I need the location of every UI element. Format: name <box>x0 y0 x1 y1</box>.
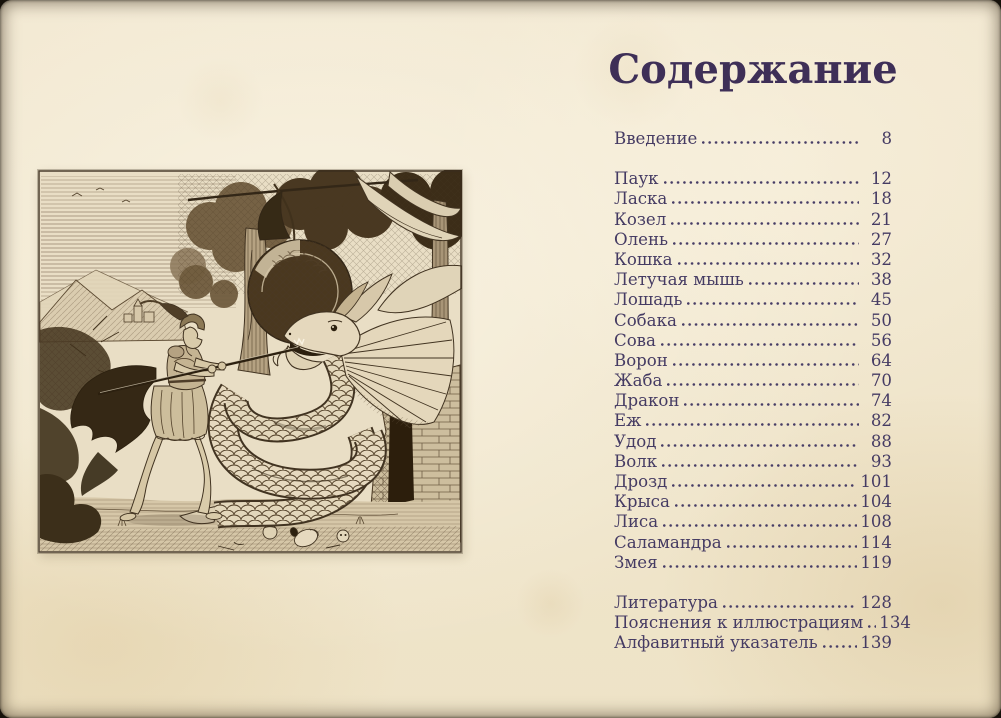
toc-entry-label: Саламандра <box>614 532 722 552</box>
toc-entry <box>614 250 892 270</box>
toc-entry-label: Литература <box>614 592 718 612</box>
toc-entry-page: 8 <box>881 129 892 148</box>
toc-entry-page: 104 <box>860 492 892 512</box>
toc-entry-label: Кошка <box>614 249 673 269</box>
toc-entry-page: 101 <box>860 472 892 491</box>
dot-leader <box>868 625 876 628</box>
dot-leader <box>682 323 859 326</box>
dot-leader <box>661 444 859 447</box>
toc-entry-page: 12 <box>870 169 892 189</box>
dot-leader <box>663 565 858 568</box>
toc-entry-page: 139 <box>860 633 892 653</box>
toc-section <box>614 169 892 573</box>
dot-leader <box>675 504 857 507</box>
toc-entry-page: 93 <box>870 451 892 471</box>
toc-entry-page: 119 <box>860 552 892 572</box>
sepia-wash <box>38 170 462 553</box>
toc-entry <box>614 633 892 653</box>
toc-entry <box>614 391 892 411</box>
dot-leader <box>673 242 859 245</box>
toc-entry-page: 18 <box>870 189 892 209</box>
dot-leader <box>672 484 857 487</box>
toc-entry-label: Удод <box>614 431 657 451</box>
toc-entry-label: Змея <box>614 552 658 572</box>
toc-entry-page: 114 <box>860 532 892 552</box>
toc-entry-page: 50 <box>870 310 892 330</box>
dot-leader <box>684 403 859 406</box>
toc-entry-label: Еж <box>614 411 642 431</box>
toc-entry <box>614 411 892 431</box>
dot-leader <box>702 141 859 144</box>
toc-entry-label: Волк <box>614 451 658 471</box>
toc-entry-label: Летучая мышь <box>614 270 744 290</box>
table-of-contents <box>614 129 911 654</box>
toc-entry-label: Крыса <box>614 492 670 512</box>
toc-entry-label: Олень <box>614 229 669 249</box>
toc-entry-label: Пояснения к иллюстрациям <box>614 613 864 633</box>
toc-entry-label: Лошадь <box>614 290 683 310</box>
dragon-engraving-illustration <box>38 170 462 553</box>
toc-entry-page: 88 <box>870 431 892 451</box>
toc-entry-label: Дрозд <box>614 472 668 491</box>
dot-leader <box>723 605 857 608</box>
toc-entry <box>614 432 892 452</box>
toc-entry-page: 70 <box>870 371 892 391</box>
toc-entry <box>614 189 892 209</box>
toc-entry <box>614 351 892 371</box>
toc-entry-page: 82 <box>870 411 892 431</box>
toc-entry-page: 134 <box>879 613 911 633</box>
toc-entry <box>614 311 892 331</box>
dot-leader <box>749 282 859 285</box>
toc-entry-page: 45 <box>870 290 892 310</box>
toc-entry <box>614 230 892 250</box>
toc-entry-page: 56 <box>870 330 892 350</box>
toc-entry-page: 108 <box>860 512 892 532</box>
toc-entry-page: 128 <box>860 592 892 612</box>
toc-entry-label: Лиса <box>614 512 659 532</box>
toc-entry-label: Алфавитный указатель <box>614 633 818 653</box>
toc-entry-page: 21 <box>870 209 892 229</box>
toc-entry <box>614 613 911 633</box>
dot-leader <box>663 524 857 527</box>
dot-leader <box>673 363 859 366</box>
contents-page <box>608 0 911 718</box>
toc-entry <box>614 452 892 472</box>
toc-entry-label: Сова <box>614 330 656 350</box>
toc-entry <box>614 472 892 492</box>
toc-entry-label: Ласка <box>614 189 668 209</box>
toc-entry <box>614 270 892 290</box>
toc-entry-label: Ворон <box>614 350 668 370</box>
dot-leader <box>661 343 859 346</box>
toc-entry-page: 38 <box>870 270 892 290</box>
toc-entry-label: Введение <box>614 129 698 148</box>
toc-entry-page: 32 <box>870 249 892 269</box>
toc-entry <box>614 129 892 149</box>
toc-entry <box>614 371 892 391</box>
dot-leader <box>664 181 860 184</box>
toc-entry <box>614 169 892 189</box>
toc-entry <box>614 331 892 351</box>
toc-entry-label: Собака <box>614 310 677 330</box>
toc-section <box>614 129 892 149</box>
dot-leader <box>646 423 859 426</box>
toc-entry-label: Дракон <box>614 391 680 411</box>
dot-leader <box>678 262 859 265</box>
dot-leader <box>672 201 859 204</box>
toc-entry-page: 64 <box>870 350 892 370</box>
toc-entry <box>614 553 892 573</box>
dot-leader <box>727 545 858 548</box>
dot-leader <box>662 464 859 467</box>
toc-entry-label: Козел <box>614 209 667 229</box>
toc-entry-page: 27 <box>870 229 892 249</box>
toc-entry <box>614 290 892 310</box>
toc-entry <box>614 210 892 230</box>
toc-entry <box>614 593 892 613</box>
toc-entry-label: Жаба <box>614 371 663 391</box>
toc-entry <box>614 512 892 532</box>
dot-leader <box>667 383 859 386</box>
toc-entry-label: Паук <box>614 169 659 189</box>
toc-entry <box>614 492 892 512</box>
dot-leader <box>823 645 858 648</box>
toc-section <box>614 592 911 654</box>
toc-entry <box>614 533 892 553</box>
dot-leader <box>687 302 859 305</box>
page-title: Содержание <box>608 46 898 93</box>
toc-entry-page: 74 <box>870 391 892 411</box>
dot-leader <box>671 222 859 225</box>
